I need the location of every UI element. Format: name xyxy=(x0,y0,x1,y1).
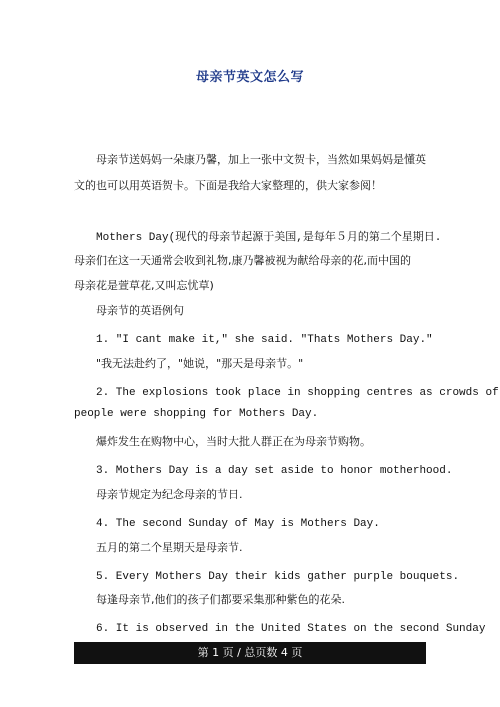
document-title: 母亲节英文怎么写 xyxy=(195,70,304,85)
translation-line: 爆炸发生在购物中心，当时大批人群正在为母亲节购物。 xyxy=(74,435,371,448)
paragraph-line: 文的也可以用英语贺卡。下面是我给大家整理的，供大家参阅！ xyxy=(74,179,382,192)
example-line: 6. It is observed in the United States on the second Sunday xyxy=(74,623,486,635)
example-line: 1. "I cant make it," she said. "Thats Mothers Day." xyxy=(74,334,433,346)
example-line: 3. Mothers Day is a day set aside to honor motherhood. xyxy=(74,465,453,477)
paragraph-line: 母亲花是萱草花,又叫忘忧草) xyxy=(74,279,214,292)
paragraph-line: 母亲们在这一天通常会收到礼物,康乃馨被视为献给母亲的花,而中国的 xyxy=(74,254,411,267)
example-line: 4. The second Sunday of May is Mothers Day. xyxy=(74,518,380,530)
paragraph-line: Mothers Day(现代的母亲节起源于美国,是每年５月的第二个星期日. xyxy=(74,232,442,244)
page-footer: 第 1 页 / 总页数 4 页 xyxy=(74,642,426,664)
section-heading: 母亲节的英语例句 xyxy=(74,304,184,317)
translation-line: 五月的第二个星期天是母亲节. xyxy=(74,541,243,554)
translation-line: "我无法赴约了，"她说，"那天是母亲节。" xyxy=(74,357,304,370)
paragraph-line: 母亲节送妈妈一朵康乃馨，加上一张中文贺卡，当然如果妈妈是懂英 xyxy=(74,153,426,166)
example-line: people were shopping for Mothers Day. xyxy=(74,408,319,420)
translation-line: 每逢母亲节,他们的孩子们都要采集那种紫色的花朵. xyxy=(74,593,345,606)
translation-line: 母亲节规定为纪念母亲的节日. xyxy=(74,488,243,501)
example-line: 5. Every Mothers Day their kids gather purple bouquets. xyxy=(74,571,460,583)
example-line: 2. The explosions took place in shopping centres as crowds of xyxy=(74,387,499,399)
